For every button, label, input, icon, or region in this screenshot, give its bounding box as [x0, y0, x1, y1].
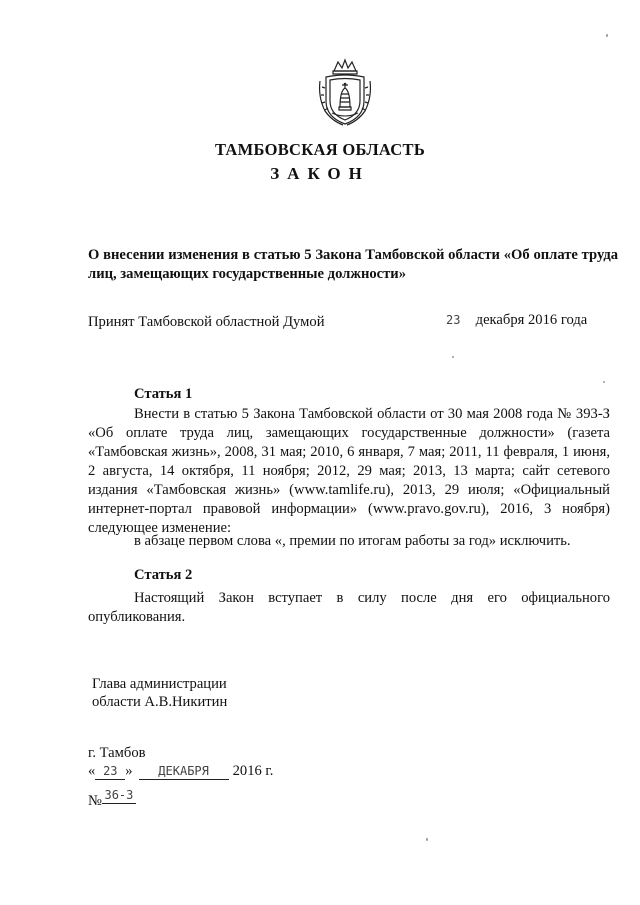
article-1-change: в абзаце первом слова «, премии по итогам работы за год» исключить. — [134, 533, 571, 549]
region-title: ТАМБОВСКАЯ ОБЛАСТЬ — [214, 140, 426, 159]
signing-day: 23 — [95, 764, 125, 780]
scan-speck — [426, 838, 428, 841]
signing-year: 2016 г. — [232, 763, 274, 779]
signatory-position: Глава администрации — [92, 676, 227, 692]
tambov-coat-of-arms-icon — [316, 57, 374, 127]
scan-speck — [452, 356, 454, 358]
quote-close: » — [125, 763, 133, 779]
signing-city: г. Тамбов — [88, 745, 146, 761]
adoption-month-year: декабря 2016 года — [475, 312, 588, 328]
adoption-day: 23 — [446, 313, 461, 327]
article-2-title: Статья 2 — [134, 567, 193, 583]
article-2-body: Настоящий Закон вступает в силу после дня его официального опубликования. — [88, 590, 610, 625]
article-1-body: Внести в статью 5 Закона Тамбовской области от 30 мая 2008 года № 393-З «Об оплате труда лиц, замещающих государственные должности» (газета «Тамбовская жизнь», 2008, 31 мая; 2010, 6 января, 7 мая; 2011, 11 февраля, 1 июня, 2 августа, 14 октября, 11 ноября; 2012, 29 мая; 2013, 13 марта; сайт сетевого издания «Тамбовская жизнь» (www.tamlife.ru), 2013, 29 июля; «Официальный интернет-портал правовой информации» (www.pravo.gov.ru), 2016, 3 ноября) следующее изменение: — [88, 406, 610, 536]
law-number — [88, 788, 136, 810]
document-type-title: ЗАКОН — [270, 164, 370, 183]
signing-date — [88, 763, 273, 780]
number-sign: № — [88, 793, 102, 809]
adoption-statement: Принят Тамбовской областной Думой — [88, 314, 325, 330]
signatory-name: области А.В.Никитин — [92, 694, 228, 710]
signing-month: ДЕКАБРЯ — [139, 764, 229, 780]
scan-speck — [603, 381, 605, 383]
law-number-value: 36-З — [102, 788, 136, 804]
article-1-title: Статья 1 — [134, 386, 193, 402]
law-subject: О внесении изменения в статью 5 Закона Тамбовской области «Об оплате труда лиц, замещающих государственные должности» — [88, 247, 618, 282]
adoption-date — [446, 312, 606, 329]
quote-open: « — [88, 763, 96, 779]
scan-speck — [606, 34, 608, 37]
